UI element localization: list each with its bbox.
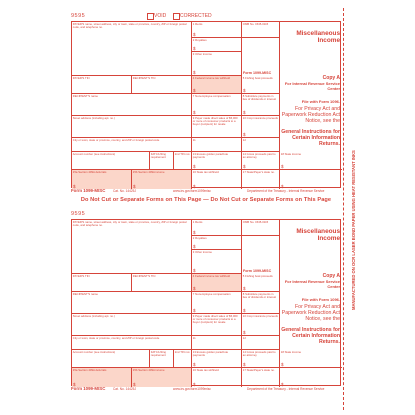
second-tin-label: 2nd TIN not. [174, 152, 191, 156]
footer-form-name: Form 1099-MISC [71, 187, 106, 193]
box18-state-income-2[interactable] [280, 368, 342, 387]
box1-rents[interactable] [192, 22, 242, 38]
dollar-sign: $ [281, 362, 284, 368]
box1-rents[interactable] [192, 220, 242, 236]
recipient-name-field[interactable] [72, 292, 192, 314]
box7-label: 7 Nonemployee compensation [192, 292, 231, 296]
footer-cat-no: Cat. No. 14425J [113, 386, 137, 391]
form-copy-bottom [65, 210, 343, 391]
box4-label: 4 Federal income tax withheld [192, 274, 230, 278]
dollar-sign: $ [133, 184, 136, 189]
box11-label: 11 [192, 336, 196, 340]
box18-state-income[interactable] [280, 152, 342, 170]
dollar-sign: $ [73, 184, 76, 189]
form-id: Form 1099-MISC [243, 70, 272, 75]
payer-tin-field[interactable] [72, 274, 132, 292]
box8-label: 8 Substitute payments in lieu of dividends or interest [242, 94, 277, 101]
fatca-label: FATCA filing requirement [150, 152, 166, 159]
dollar-sign: $ [193, 362, 196, 368]
form-code: 9595 [71, 13, 86, 19]
box9-direct-sales[interactable] [192, 116, 242, 138]
corrected-checkbox[interactable] [173, 13, 180, 20]
box11[interactable] [192, 138, 242, 152]
footer-cat-no: Cat. No. 14425J [113, 188, 137, 193]
dollar-sign: $ [281, 184, 284, 189]
omb-number: OMB No. 1545-0115 [242, 22, 269, 26]
box13-label: 13 Excess golden parachute payments [192, 152, 229, 159]
box8-substitute[interactable] [242, 292, 280, 314]
box12[interactable] [242, 336, 280, 350]
box9-label: 9 Payer made direct sales of $5,000 or more of consumer products to a buyer (recipient) for resale [192, 314, 238, 325]
payer-label: PAYER'S name, street address, city or town, state or province, country, ZIP or foreign postal code, and telephone no. [72, 22, 187, 29]
dollar-sign: $ [281, 164, 284, 170]
box8-label: 8 Substitute payments in lieu of dividends or interest [242, 292, 277, 299]
copy-a-for: For Internal Revenue Service Center [284, 279, 340, 289]
box18-label: 18 State income [280, 152, 302, 156]
dollar-sign: $ [243, 88, 246, 94]
second-tin-field[interactable] [174, 152, 192, 170]
copy-a-label: Copy A [322, 75, 340, 81]
recipient-tin-field[interactable] [132, 274, 192, 292]
box11-label: 11 [192, 138, 196, 142]
form-title: Miscellaneous Income [296, 228, 340, 242]
omb-number: OMB No. 1545-0115 [242, 220, 269, 224]
box14-attorney[interactable] [242, 350, 280, 368]
form-grid [71, 219, 341, 386]
fatca-label: FATCA filing requirement [150, 350, 166, 357]
box5-fishing[interactable] [242, 274, 280, 292]
box2-royalties[interactable] [192, 38, 242, 52]
footer-dept: Department of the Treasury - Internal Revenue Service [247, 386, 325, 391]
box18-state-income[interactable] [280, 350, 342, 368]
dollar-sign: $ [193, 244, 196, 250]
box4-federal-tax[interactable] [192, 76, 242, 94]
box1-label: 1 Rents [192, 22, 203, 26]
box16-state-tax[interactable] [192, 170, 242, 189]
second-tin-field[interactable] [174, 350, 192, 368]
account-label: Account number (see instructions) [72, 152, 116, 156]
dollar-sign: $ [243, 164, 246, 170]
recipient-name-label: RECIPIENT'S name [72, 292, 98, 296]
dollar-sign: $ [133, 382, 136, 387]
file-with-note: File with Form 1096. [301, 99, 340, 104]
box15b-field[interactable] [132, 170, 192, 189]
privacy-note: For Privacy Act and Paperwork Reduction Act Notice, see the [281, 106, 340, 124]
box11[interactable] [192, 336, 242, 350]
form-id-cell [242, 38, 280, 76]
box3-other-income[interactable] [192, 250, 242, 274]
general-instructions: General Instructions for Certain Information Returns. [281, 129, 340, 147]
box16-state-tax[interactable] [192, 368, 242, 387]
payer-info-field[interactable] [72, 22, 192, 76]
box10-label: 10 Crop insurance proceeds [242, 314, 278, 318]
fatca-field[interactable] [150, 152, 174, 170]
box3-label: 3 Other income [192, 250, 212, 254]
void-row [71, 210, 341, 219]
dollar-sign: $ [193, 46, 196, 52]
box16-label: 16 State tax withheld [192, 170, 219, 174]
form-code: 9595 [71, 211, 86, 217]
box17-label: 17 State/Payer's state no. [242, 170, 275, 174]
box17-state-no[interactable] [242, 368, 280, 387]
box12-label: 12 [242, 336, 246, 340]
account-number-field[interactable] [72, 152, 150, 170]
box7-nonemployee[interactable] [192, 292, 242, 314]
box9-label: 9 Payer made direct sales of $5,000 or more of consumer products to a buyer (recipient) for resale [192, 116, 238, 127]
dollar-sign: $ [193, 286, 196, 292]
box14-label: 14 Gross proceeds paid to an attorney [242, 350, 276, 357]
corrected-label: CORRECTED [180, 13, 212, 19]
box15b-label: 15b Section 409A income [132, 170, 165, 174]
box3-other-income[interactable] [192, 52, 242, 76]
dollar-sign: $ [193, 110, 196, 116]
copy-a-label: Copy A [322, 273, 340, 279]
city-field[interactable] [72, 336, 192, 350]
void-label: VOID [154, 13, 167, 19]
omb-cell [242, 22, 280, 38]
dollar-sign: $ [243, 362, 246, 368]
dollar-sign: $ [193, 70, 196, 76]
box15b-label: 15b Section 409A income [132, 368, 165, 372]
box15a-label: 15a Section 409A deferrals [72, 368, 107, 372]
second-tin-label: 2nd TIN not. [174, 350, 191, 354]
perforation-line [343, 8, 345, 410]
box12[interactable] [242, 138, 280, 152]
omb-cell [242, 220, 280, 236]
form-grid [71, 21, 341, 188]
payer-label: PAYER'S name, street address, city or town, state or province, country, ZIP or foreign postal code, and telephone no. [72, 220, 187, 227]
account-label: Account number (see instructions) [72, 350, 116, 354]
account-number-field[interactable] [72, 350, 150, 368]
box2-royalties[interactable] [192, 236, 242, 250]
dollar-sign: $ [193, 382, 196, 387]
recipient-tin-label: RECIPIENT'S TIN [132, 274, 156, 278]
street-address-field[interactable] [72, 314, 192, 336]
dollar-sign: $ [243, 132, 246, 138]
form-title: Miscellaneous Income [296, 30, 340, 44]
dollar-sign: $ [243, 308, 246, 314]
dollar-sign: $ [193, 88, 196, 94]
box15a-label: 15a Section 409A deferrals [72, 170, 107, 174]
box10-crop[interactable] [242, 314, 280, 336]
box3-label: 3 Other income [192, 52, 212, 56]
dollar-sign: $ [243, 330, 246, 336]
dollar-sign: $ [193, 184, 196, 189]
form-footer [71, 188, 341, 194]
street-address-field[interactable] [72, 116, 192, 138]
box2-label: 2 Royalties [192, 236, 207, 240]
dollar-sign: $ [193, 268, 196, 274]
box8-substitute[interactable] [242, 94, 280, 116]
box5-label: 5 Fishing boat proceeds [242, 274, 273, 278]
box18-label: 18 State income [280, 350, 302, 354]
box5-label: 5 Fishing boat proceeds [242, 76, 273, 80]
city-label: City or town, state or province, country, and ZIP or foreign postal code [72, 336, 160, 340]
box10-crop[interactable] [242, 116, 280, 138]
box1-label: 1 Rents [192, 220, 203, 224]
payer-info-field[interactable] [72, 220, 192, 274]
box14-attorney[interactable] [242, 152, 280, 170]
form-id-cell [242, 236, 280, 274]
box9-direct-sales[interactable] [192, 314, 242, 336]
payer-tin-label: PAYER'S TIN [72, 274, 90, 278]
box18-state-income-2[interactable] [280, 170, 342, 189]
dollar-sign: $ [243, 286, 246, 292]
box13-parachute[interactable] [192, 152, 242, 170]
recipient-tin-label: RECIPIENT'S TIN [132, 76, 156, 80]
box17-state-no[interactable] [242, 170, 280, 189]
box7-label: 7 Nonemployee compensation [192, 94, 231, 98]
fatca-field[interactable] [150, 350, 174, 368]
box16-label: 16 State tax withheld [192, 368, 219, 372]
payer-tin-field[interactable] [72, 76, 132, 94]
box15a-field[interactable] [72, 170, 132, 189]
dollar-sign: $ [243, 110, 246, 116]
box5-fishing[interactable] [242, 76, 280, 94]
copy-a-for: For Internal Revenue Service Center [284, 81, 340, 91]
footer-url: www.irs.gov/form1099misc [173, 386, 211, 391]
box13-label: 13 Excess golden parachute payments [192, 350, 229, 357]
void-row [71, 12, 341, 21]
dollar-sign: $ [193, 230, 196, 236]
do-not-cut-warning: Do Not Cut or Separate Forms on This Page — Do Not Cut or Separate Forms on This Page [80, 197, 332, 203]
box15b-field[interactable] [132, 368, 192, 387]
box12-label: 12 [242, 138, 246, 142]
privacy-note: For Privacy Act and Paperwork Reduction Act Notice, see the [281, 304, 340, 322]
dollar-sign: $ [193, 32, 196, 38]
street-label: Street address (including apt. no.) [72, 314, 115, 318]
dollar-sign: $ [73, 382, 76, 387]
box4-federal-tax[interactable] [192, 274, 242, 292]
general-instructions: General Instructions for Certain Information Returns. [281, 327, 340, 345]
box4-label: 4 Federal income tax withheld [192, 76, 230, 80]
city-field[interactable] [72, 138, 192, 152]
form-footer [71, 386, 341, 392]
payer-tin-label: PAYER'S TIN [72, 76, 90, 80]
recipient-name-field[interactable] [72, 94, 192, 116]
form-copy-top [65, 12, 343, 193]
dollar-sign: $ [193, 164, 196, 170]
box7-nonemployee[interactable] [192, 94, 242, 116]
box10-label: 10 Crop insurance proceeds [242, 116, 278, 120]
footer-dept: Department of the Treasury - Internal Revenue Service [247, 188, 325, 193]
box2-label: 2 Royalties [192, 38, 207, 42]
dollar-sign: $ [281, 382, 284, 387]
city-label: City or town, state or province, country, and ZIP or foreign postal code [72, 138, 160, 142]
side-manufacturing-note: MANUFACTURED ON OCR LASER BOND PAPER USING HEAT RESISTANT INKS [351, 150, 356, 310]
box17-label: 17 State/Payer's state no. [242, 368, 275, 372]
footer-url: www.irs.gov/form1099misc [173, 188, 211, 193]
recipient-name-label: RECIPIENT'S name [72, 94, 98, 98]
street-label: Street address (including apt. no.) [72, 116, 115, 120]
box13-parachute[interactable] [192, 350, 242, 368]
recipient-tin-field[interactable] [132, 76, 192, 94]
footer-form-name: Form 1099-MISC [71, 385, 106, 391]
form-id: Form 1099-MISC [243, 268, 272, 273]
box14-label: 14 Gross proceeds paid to an attorney [242, 152, 276, 159]
dollar-sign: $ [193, 308, 196, 314]
void-checkbox[interactable] [147, 13, 154, 20]
file-with-note: File with Form 1096. [301, 297, 340, 302]
box15a-field[interactable] [72, 368, 132, 387]
